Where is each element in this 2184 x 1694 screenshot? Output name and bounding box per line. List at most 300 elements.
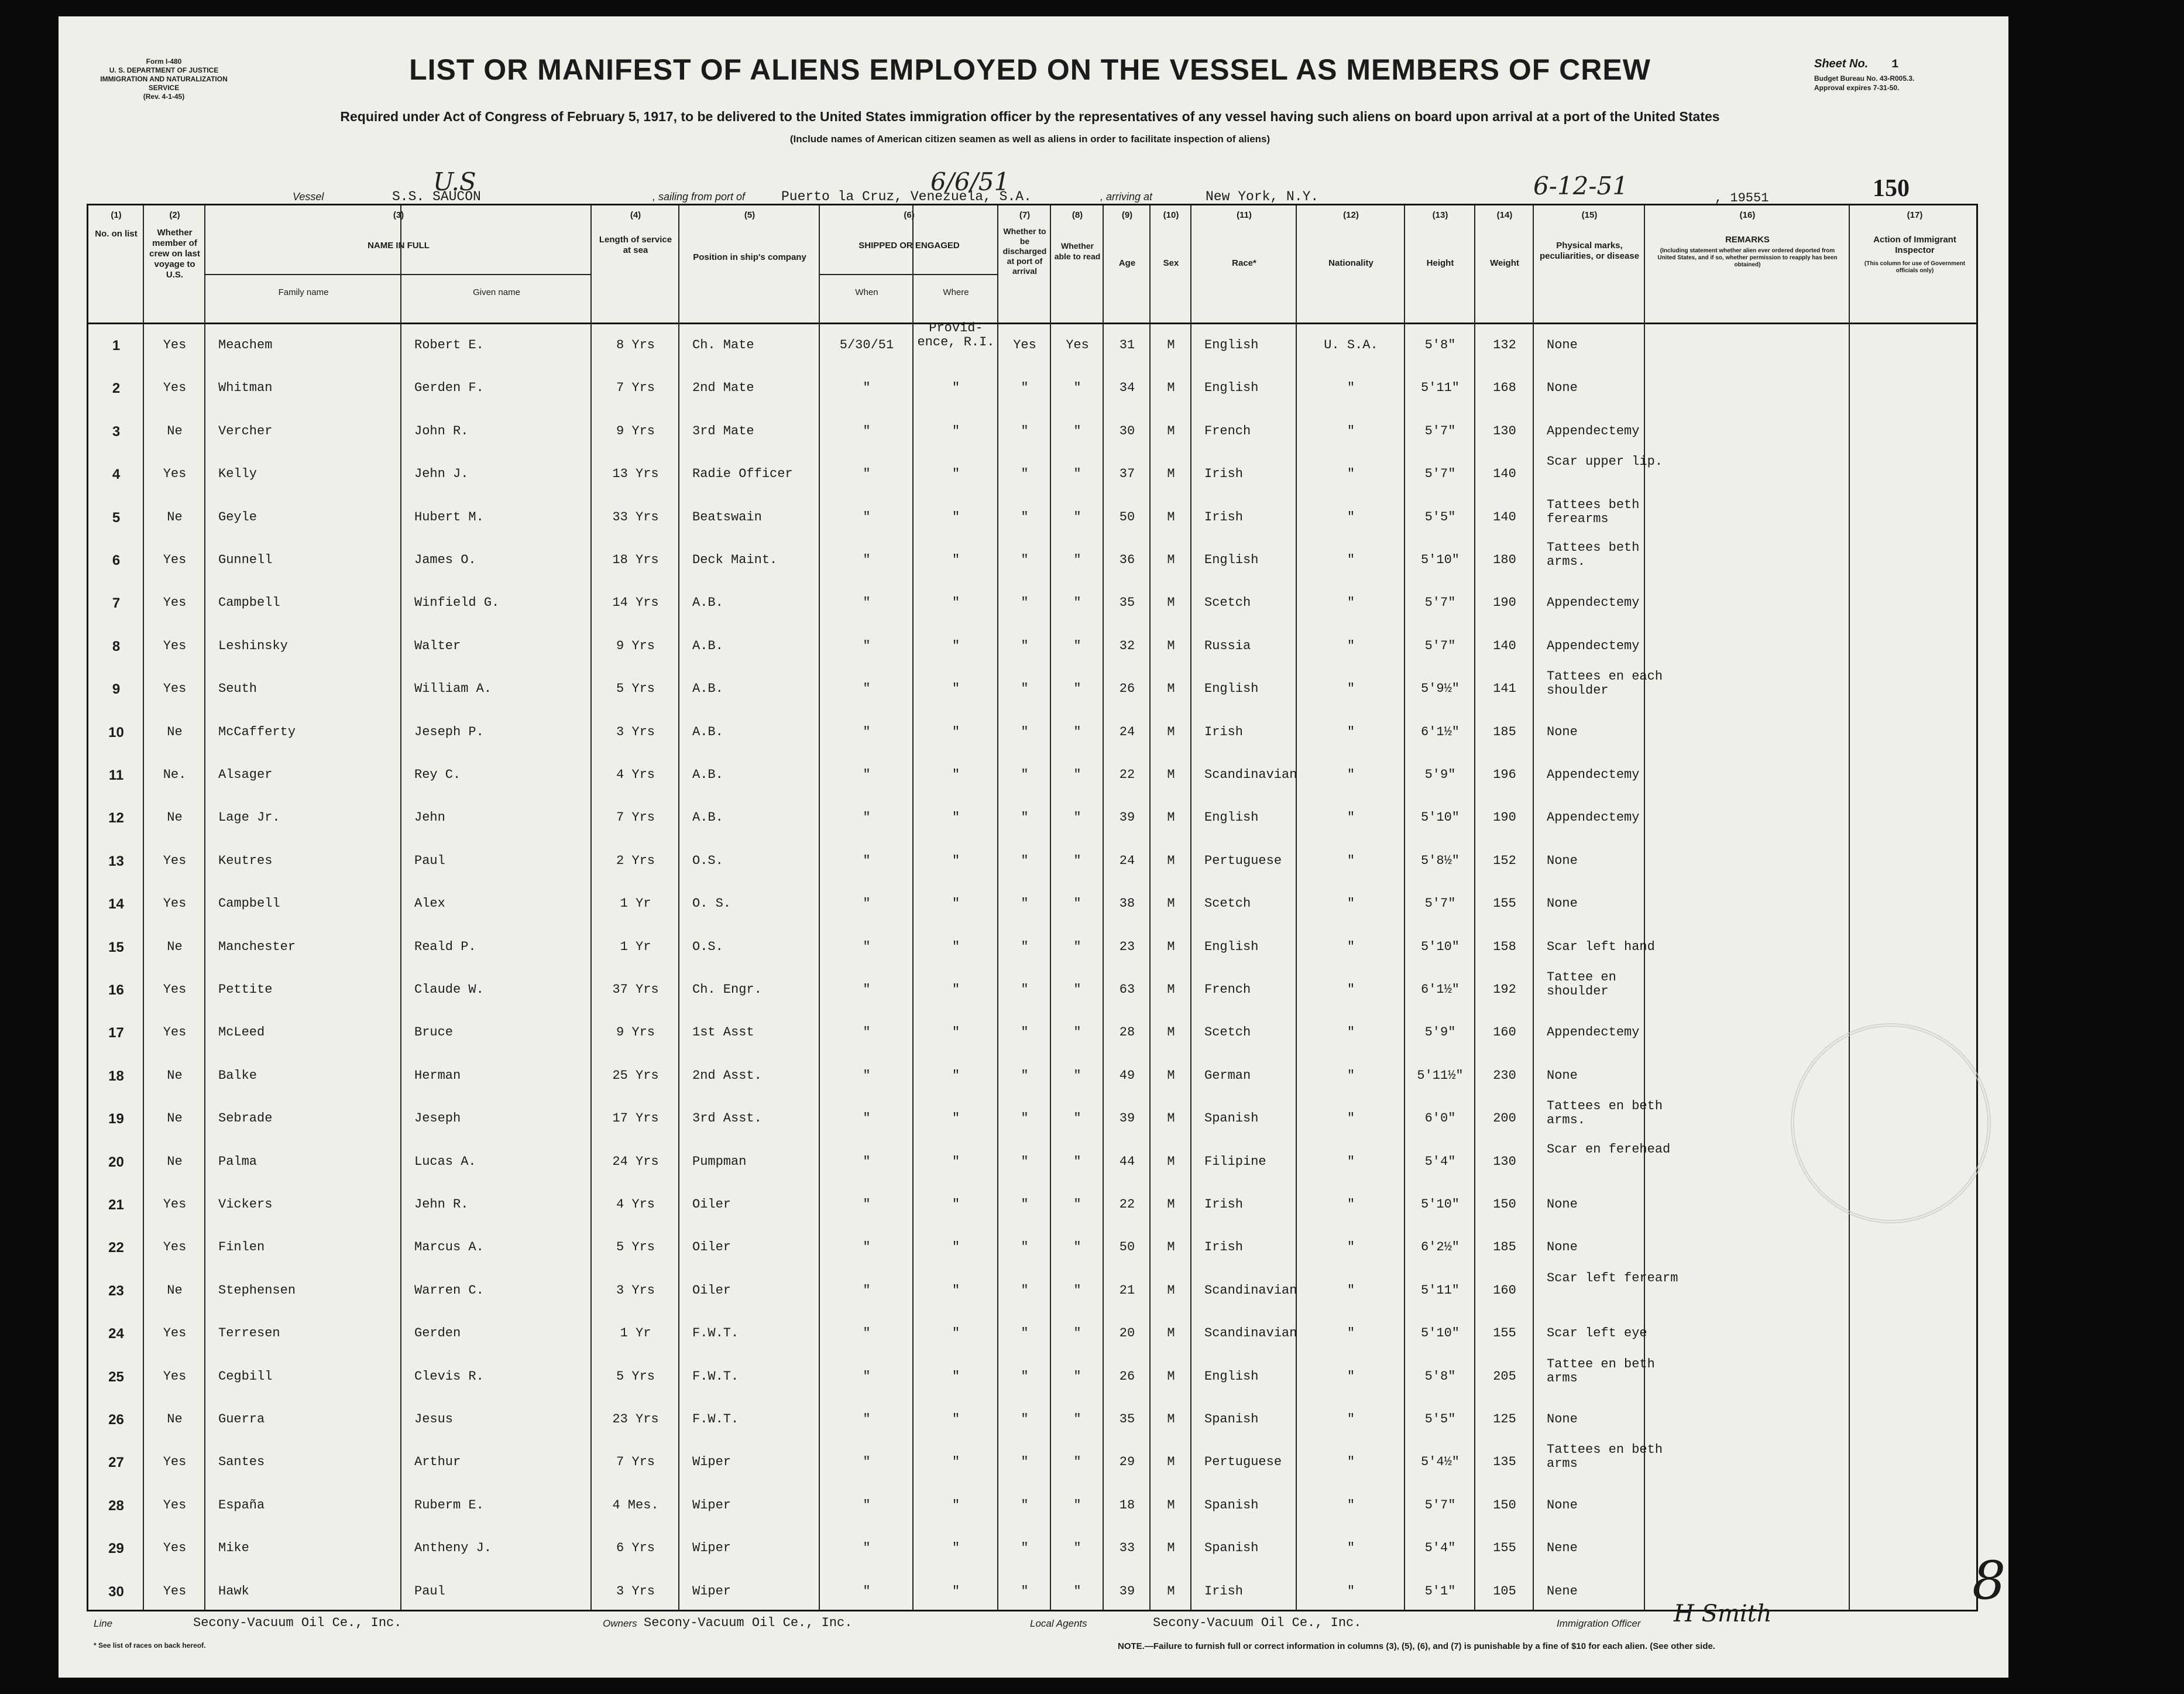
cell-disch: ": [1021, 1583, 1029, 1599]
cell-position: F.W.T.: [692, 1412, 739, 1426]
cell-read: ": [1073, 767, 1081, 782]
cell-family: Balke: [218, 1068, 257, 1083]
header-position: Position in ship's company: [693, 252, 806, 262]
table-row: [88, 1013, 1976, 1055]
cell-height: 5'5": [1424, 1412, 1456, 1426]
cell-where: ": [952, 1240, 960, 1255]
cell-race: Russia: [1204, 638, 1251, 653]
cell-where: ": [952, 810, 960, 825]
cell-no: 25: [108, 1369, 124, 1385]
column-number: (12): [1343, 210, 1359, 220]
service-name: IMMIGRATION AND NATURALIZATION SERVICE: [100, 75, 228, 92]
cell-disch: ": [1021, 1068, 1029, 1083]
cell-given: Jeseph: [414, 1111, 461, 1126]
cell-disch: ": [1021, 939, 1029, 954]
cell-weight: 140: [1493, 638, 1516, 653]
cell-where: ": [952, 1583, 960, 1599]
cell-family: Lage Jr.: [218, 810, 280, 825]
cell-service: 17 Yrs: [612, 1111, 659, 1126]
cell-race: English: [1204, 380, 1259, 396]
cell-disch: ": [1021, 896, 1029, 911]
page-number: 150: [1873, 175, 1910, 202]
cell-height: 5'7": [1424, 1497, 1456, 1513]
cell-service: 7 Yrs: [616, 810, 655, 825]
page-subtitle: Required under Act of Congress of February 5, 1917, to be delivered to the United States immigration officer by the representatives of any vessel having such aliens on board upon arrival at a port of the United States: [340, 109, 1720, 124]
cell-nat: ": [1347, 1326, 1355, 1341]
arriving-port: New York, N.Y.: [1206, 189, 1319, 204]
cell-weight: 130: [1493, 1154, 1516, 1169]
header-length-of-service: Length of service at sea: [599, 235, 672, 255]
cell-position: 2nd Asst.: [692, 1068, 762, 1083]
cell-position: Ch. Mate: [692, 338, 754, 352]
cell-race: English: [1204, 681, 1259, 697]
cell-nat: ": [1347, 1282, 1355, 1298]
cell-sex: M: [1167, 1541, 1175, 1556]
cell-disch: ": [1021, 1025, 1029, 1040]
cell-service: 1 Yr: [620, 1326, 651, 1341]
cell-position: O. S.: [692, 896, 732, 911]
table-row: [88, 498, 1976, 540]
cell-weight: 135: [1493, 1455, 1516, 1470]
cell-race: Pertuguese: [1204, 1455, 1282, 1470]
cell-where: ": [952, 853, 960, 868]
cell-height: 6'1½": [1420, 982, 1460, 997]
cell-nat: ": [1347, 1497, 1355, 1513]
cell-prev: Ne: [167, 1282, 183, 1298]
cell-age: 50: [1119, 1240, 1135, 1255]
cell-sex: M: [1167, 1369, 1175, 1384]
cell-sex: M: [1167, 1154, 1175, 1169]
cell-when: ": [863, 1497, 871, 1513]
cell-race: Scandinavian: [1204, 1326, 1297, 1341]
cell-weight: 150: [1493, 1497, 1516, 1513]
cell-prev: Yes: [163, 1240, 187, 1255]
cell-nat: ": [1347, 982, 1355, 997]
cell-read: ": [1073, 595, 1081, 611]
cell-when: ": [863, 939, 871, 954]
cell-service: 24 Yrs: [612, 1154, 659, 1169]
cell-given: Paul: [414, 1583, 445, 1599]
cell-position: A.B.: [692, 767, 723, 782]
cell-family: Santes: [218, 1455, 265, 1470]
cell-when: ": [863, 595, 871, 611]
budget-number: Budget Bureau No. 43-R005.3.: [1814, 74, 1915, 83]
cell-sex: M: [1167, 423, 1175, 438]
cell-race: Scetch: [1204, 595, 1251, 611]
cell-age: 34: [1119, 380, 1135, 396]
cell-marks: None: [1547, 724, 1578, 739]
cell-prev: Ne: [167, 1111, 183, 1126]
header-height: Height: [1426, 258, 1454, 268]
cell-race: Scetch: [1204, 896, 1251, 911]
table-row: [88, 1314, 1976, 1356]
cell-race: English: [1204, 939, 1259, 954]
cell-height: 5'11½": [1417, 1068, 1464, 1083]
cell-given: Walter: [414, 638, 461, 653]
cell-height: 5'8": [1424, 338, 1456, 352]
cell-where: ": [952, 509, 960, 524]
cell-given: William A.: [414, 681, 492, 697]
cell-read: ": [1073, 509, 1081, 524]
cell-age: 23: [1119, 939, 1135, 954]
cell-service: 4 Yrs: [616, 767, 655, 782]
cell-no: 9: [112, 681, 121, 698]
sheet-label: Sheet No.: [1814, 57, 1869, 70]
header-race: Race*: [1232, 258, 1256, 268]
header-family-name: Family name: [278, 287, 329, 297]
cell-sex: M: [1167, 338, 1175, 352]
cell-disch: ": [1021, 1282, 1029, 1298]
cell-marks: None: [1547, 1068, 1578, 1083]
cell-read: ": [1073, 1025, 1081, 1040]
cell-no: 8: [112, 638, 121, 654]
header-where: Where: [943, 287, 969, 297]
cell-sex: M: [1167, 1197, 1175, 1212]
cell-service: 3 Yrs: [616, 1282, 655, 1298]
cell-read: ": [1073, 380, 1081, 396]
column-number: (15): [1581, 210, 1598, 220]
cell-height: 5'11": [1420, 380, 1460, 396]
cell-family: Finlen: [218, 1240, 265, 1255]
cell-where: ": [952, 982, 960, 997]
cell-sex: M: [1167, 1583, 1175, 1599]
cell-family: Pettite: [218, 982, 273, 997]
page-title: LIST OR MANIFEST OF ALIENS EMPLOYED ON THE VESSEL AS MEMBERS OF CREW: [409, 53, 1651, 86]
sailing-date-handwritten: 6/6/51: [930, 167, 1010, 196]
cell-no: 18: [108, 1068, 124, 1084]
cell-family: Meachem: [218, 338, 273, 352]
cell-position: Oiler: [692, 1240, 732, 1255]
cell-where: ": [952, 1282, 960, 1298]
cell-no: 1: [112, 338, 121, 354]
cell-given: Herman: [414, 1068, 461, 1083]
header-age: Age: [1118, 258, 1136, 268]
cell-given: Robert E.: [414, 338, 484, 352]
cell-prev: Ne: [167, 724, 183, 739]
cell-when: ": [863, 896, 871, 911]
cell-age: 50: [1119, 509, 1135, 524]
cell-race: Spanish: [1204, 1541, 1259, 1556]
vessel-handwritten: U.S: [433, 167, 476, 196]
column-number: (14): [1496, 210, 1513, 220]
cell-height: 5'7": [1424, 423, 1456, 438]
cell-given: Jesus: [414, 1412, 454, 1426]
cell-race: Irish: [1204, 509, 1244, 524]
arrival-year: , 19551: [1715, 191, 1769, 205]
cell-no: 16: [108, 982, 124, 998]
header-crew-last-voyage: Whether member of crew on last voyage to U.S.: [149, 228, 200, 280]
cell-service: 5 Yrs: [616, 1240, 655, 1255]
column-number: (7): [1019, 210, 1031, 220]
cell-sex: M: [1167, 1455, 1175, 1470]
cell-disch: ": [1021, 509, 1029, 524]
cell-prev: Yes: [163, 1541, 187, 1556]
owners-label: Owners: [603, 1618, 637, 1629]
cell-no: 21: [108, 1197, 124, 1213]
cell-given: Lucas A.: [414, 1154, 476, 1169]
cell-height: 6'2½": [1420, 1240, 1460, 1255]
cell-no: 22: [108, 1240, 124, 1256]
cell-family: Terresen: [218, 1326, 280, 1341]
cell-race: French: [1204, 423, 1251, 438]
cell-marks: None: [1547, 1240, 1578, 1255]
table-row: [88, 798, 1976, 841]
column-number: (1): [111, 210, 122, 220]
table-row: [88, 884, 1976, 927]
cell-race: Irish: [1204, 724, 1244, 739]
cell-disch: ": [1021, 1541, 1029, 1556]
cell-race: English: [1204, 338, 1259, 352]
cell-no: 14: [108, 896, 124, 913]
cell-read: ": [1073, 1240, 1081, 1255]
cell-when: ": [863, 1326, 871, 1341]
cell-nat: ": [1347, 380, 1355, 396]
cell-prev: Yes: [163, 1326, 187, 1341]
cell-marks: Tattees beth ferearms: [1547, 497, 1640, 526]
cell-age: 36: [1119, 553, 1135, 567]
column-number: (17): [1907, 210, 1923, 220]
header-given-name: Given name: [473, 287, 520, 297]
cell-sex: M: [1167, 509, 1175, 524]
cell-family: España: [218, 1497, 265, 1513]
column-number: (2): [169, 210, 180, 220]
cell-given: Rey C.: [414, 767, 461, 782]
cell-given: Jehn J.: [414, 467, 469, 482]
cell-height: 5'4": [1424, 1154, 1456, 1169]
cell-family: Sebrade: [218, 1111, 273, 1126]
cell-weight: 160: [1493, 1025, 1516, 1040]
cell-age: 33: [1119, 1541, 1135, 1556]
cell-when: ": [863, 423, 871, 438]
cell-no: 15: [108, 939, 124, 955]
cell-disch: ": [1021, 1455, 1029, 1470]
cell-position: Wiper: [692, 1541, 732, 1556]
cell-age: 63: [1119, 982, 1135, 997]
cell-nat: ": [1347, 1455, 1355, 1470]
cell-read: ": [1073, 810, 1081, 825]
cell-prev: Yes: [163, 338, 187, 352]
cell-when: ": [863, 1369, 871, 1384]
cell-marks: Appendectemy: [1547, 638, 1640, 653]
cell-given: Clevis R.: [414, 1369, 484, 1384]
cell-when: ": [863, 1154, 871, 1169]
cell-height: 6'1½": [1420, 724, 1460, 739]
cell-no: 28: [108, 1497, 124, 1514]
cell-nat: ": [1347, 1154, 1355, 1169]
cell-read: ": [1073, 1068, 1081, 1083]
table-row: [88, 1057, 1976, 1099]
cell-when: ": [863, 1068, 871, 1083]
cell-marks: Appendectemy: [1547, 767, 1640, 782]
table-row: [88, 713, 1976, 755]
cell-position: Wiper: [692, 1583, 732, 1599]
cell-prev: Ne: [167, 1154, 183, 1169]
cell-family: Kelly: [218, 467, 257, 482]
cell-weight: 158: [1493, 939, 1516, 954]
table-row: [88, 455, 1976, 497]
table-row: [88, 1228, 1976, 1270]
column-number: (11): [1237, 210, 1252, 220]
cell-sex: M: [1167, 1412, 1175, 1426]
cell-position: O.S.: [692, 853, 723, 868]
cell-height: 5'7": [1424, 638, 1456, 653]
local-agents-label: Local Agents: [1030, 1618, 1087, 1629]
cell-service: 37 Yrs: [612, 982, 659, 997]
cell-where: ": [952, 1068, 960, 1083]
cell-family: Manchester: [218, 939, 296, 954]
cell-nat: ": [1347, 553, 1355, 567]
margin-handwritten-mark: 8: [1972, 1550, 2006, 1611]
cell-weight: 132: [1493, 338, 1516, 352]
cell-when: ": [863, 724, 871, 739]
cell-service: 7 Yrs: [616, 1455, 655, 1470]
header-inspector-action: Action of Immigrant Inspector: [1873, 235, 1956, 255]
cell-age: 22: [1119, 1197, 1135, 1212]
cell-family: Vickers: [218, 1197, 273, 1212]
sailing-label: , sailing from port of: [653, 191, 746, 203]
cell-race: Irish: [1204, 1583, 1244, 1599]
cell-when: ": [863, 553, 871, 567]
cell-when: ": [863, 380, 871, 396]
cell-race: Spanish: [1204, 1497, 1259, 1513]
cell-nat: ": [1347, 939, 1355, 954]
cell-marks: None: [1547, 1497, 1578, 1513]
cell-service: 13 Yrs: [612, 467, 659, 482]
cell-age: 18: [1119, 1497, 1135, 1513]
table-row: [88, 756, 1976, 798]
cell-read: ": [1073, 1541, 1081, 1556]
cell-prev: Ne: [167, 1068, 183, 1083]
cell-no: 24: [108, 1326, 124, 1342]
cell-prev: Ne: [167, 810, 183, 825]
cell-prev: Yes: [163, 638, 187, 653]
cell-where: ": [952, 1412, 960, 1426]
cell-age: 24: [1119, 853, 1135, 868]
cell-height: 5'7": [1424, 595, 1456, 611]
cell-position: Beatswain: [692, 509, 762, 524]
cell-marks: Tattee en beth arms: [1547, 1356, 1655, 1386]
cell-disch: ": [1021, 423, 1029, 438]
cell-read: ": [1073, 1154, 1081, 1169]
cell-given: Warren C.: [414, 1282, 484, 1298]
cell-position: Pumpman: [692, 1154, 747, 1169]
cell-family: Keutres: [218, 853, 273, 868]
cell-race: German: [1204, 1068, 1251, 1083]
table-row: [88, 584, 1976, 626]
cell-weight: 205: [1493, 1369, 1516, 1384]
cell-height: 5'8½": [1420, 853, 1460, 868]
cell-weight: 190: [1493, 810, 1516, 825]
cell-age: 31: [1119, 338, 1135, 352]
cell-nat: ": [1347, 1111, 1355, 1126]
cell-read: ": [1073, 553, 1081, 567]
cell-when: ": [863, 1025, 871, 1040]
cell-given: Jeseph P.: [414, 724, 484, 739]
cell-family: Hawk: [218, 1583, 249, 1599]
table-row: [88, 1143, 1976, 1185]
cell-family: Leshinsky: [218, 638, 288, 653]
cell-no: 12: [108, 810, 124, 827]
cell-marks: None: [1547, 338, 1578, 352]
cell-where: ": [952, 423, 960, 438]
cell-sex: M: [1167, 638, 1175, 653]
table-row: [88, 412, 1976, 454]
cell-nat: ": [1347, 767, 1355, 782]
cell-position: Ch. Engr.: [692, 982, 762, 997]
cell-nat: ": [1347, 1025, 1355, 1040]
table-row: [88, 928, 1976, 970]
cell-when: ": [863, 767, 871, 782]
cell-weight: 141: [1493, 681, 1516, 697]
cell-race: Scandinavian: [1204, 767, 1297, 782]
cell-read: ": [1073, 638, 1081, 653]
header-remarks: REMARKS: [1725, 235, 1770, 245]
cell-weight: 196: [1493, 767, 1516, 782]
cell-age: 37: [1119, 467, 1135, 482]
cell-service: 7 Yrs: [616, 380, 655, 396]
cell-when: ": [863, 467, 871, 482]
column-number: (16): [1739, 210, 1756, 220]
cell-when: ": [863, 1412, 871, 1426]
column-number: (8): [1072, 210, 1083, 220]
cell-service: 4 Yrs: [616, 1197, 655, 1212]
header-inspector-note: (This column for use of Government officials only): [1864, 260, 1966, 274]
cell-race: Irish: [1204, 467, 1244, 482]
cell-nat: ": [1347, 896, 1355, 911]
cell-marks: Appendectemy: [1547, 810, 1640, 825]
cell-given: Alex: [414, 896, 445, 911]
cell-where: ": [952, 467, 960, 482]
cell-prev: Ne: [167, 509, 183, 524]
cell-position: 2nd Mate: [692, 380, 754, 396]
cell-prev: Ne: [167, 423, 183, 438]
cell-age: 39: [1119, 1111, 1135, 1126]
cell-family: Guerra: [218, 1412, 265, 1426]
cell-where: ": [952, 638, 960, 653]
cell-marks: Appendectemy: [1547, 595, 1640, 611]
cell-where: Provid-ence, R.I.: [917, 321, 995, 349]
cell-weight: 155: [1493, 1326, 1516, 1341]
cell-race: Irish: [1204, 1197, 1244, 1212]
cell-read: ": [1073, 939, 1081, 954]
cell-no: 6: [112, 553, 121, 568]
cell-age: 20: [1119, 1326, 1135, 1341]
cell-weight: 150: [1493, 1197, 1516, 1212]
cell-family: Cegbill: [218, 1369, 273, 1384]
cell-disch: ": [1021, 767, 1029, 782]
cell-sex: M: [1167, 1282, 1175, 1298]
cell-when: ": [863, 681, 871, 697]
header-discharged: Whether to be discharged at port of arrival: [1002, 227, 1047, 276]
cell-disch: ": [1021, 681, 1029, 697]
cell-no: 23: [108, 1282, 124, 1299]
cell-no: 26: [108, 1412, 124, 1428]
cell-no: 2: [112, 380, 121, 397]
cell-given: Winfield G.: [414, 595, 500, 611]
cell-age: 26: [1119, 1369, 1135, 1384]
cell-weight: 140: [1493, 467, 1516, 482]
cell-prev: Yes: [163, 681, 187, 697]
cell-given: Jehn: [414, 810, 445, 825]
cell-family: Campbell: [218, 595, 280, 611]
cell-marks: None: [1547, 1412, 1578, 1426]
cell-read: ": [1073, 1412, 1081, 1426]
cell-race: Scetch: [1204, 1025, 1251, 1040]
races-footnote: * See list of races on back hereof.: [94, 1641, 206, 1650]
cell-service: 5 Yrs: [616, 681, 655, 697]
cell-disch: ": [1021, 380, 1029, 396]
cell-no: 19: [108, 1111, 124, 1127]
